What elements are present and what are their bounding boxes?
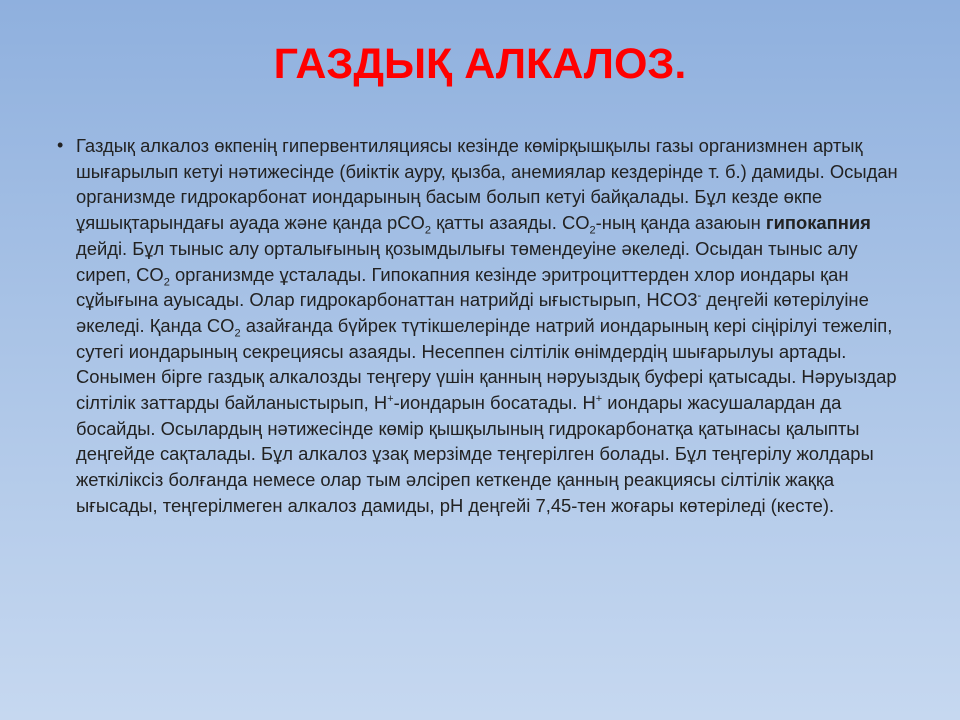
body-text: иондары жасушалардан да босайды. Осылардың нәтижесінде көмір қышқылының гидрокарбонатқа қатынасы қалыпты деңгейде сақталады. Бұл алкалоз ұзақ мерзімде теңгерілген болады. Бұл теңгерілу жолдары жеткіліксіз болғанда немесе олар тым әлсіреп кеткенде қанның реакциясы сілтілік жаққа ығысады, теңгерілмеген алкалоз дамиды, pH деңгейі 7,45-тен жоғары көтеріледі (кесте). [76,392,874,516]
slide-title: ГАЗДЫҚ АЛКАЛОЗ. [273,40,687,88]
body-text: қатты азаяды. CO [430,212,590,234]
subscript-2: 2 [589,224,596,237]
body-paragraph [76,133,906,519]
body-text: деңгейі көтерілуіне әкеледі. Қанда CO [76,289,869,336]
body-text: азайғанда бүйрек түтікшелерінде натрий иондарының кері сіңірілуі тежеліп, сутегі иондарының секрециясы азаяды. Несеппен сілтілік өнімдердің шығарылуы артады. Сонымен бірге газдық алкалозды теңгеру үшін қанның нәруыздық буфері қатысады. Нәруыздар сілтілік заттарды байланыстырып, H [76,314,897,414]
body-text: -ның қанда азаюын [595,212,766,234]
bullet-marker: • [57,135,64,155]
body-text: Газдық алкалоз өкпенің гипервентиляциясы кезінде көмірқышқылы газы организмнен артық шығарылып кетуі нәтижесінде (биіктік ауру, қызба, анемиялар кездерінде т. б.) дамиды. Осыдан организмде гидрокарбонат иондарының басым болып кетуі байқалады. Бұл кезде өкпе ұяшықтарындағы ауада және қанда pCO [76,135,898,234]
body-text: организмде ұсталады. Гипокапния кезінде эритроциттерден хлор иондары қан сұйығына ауысады. Олар гидрокарбонаттан натрийді ығыстырып, HCO [76,263,849,311]
superscript-minus: - [697,290,702,303]
subscript-2: 2 [424,224,431,237]
subscript-2: 2 [234,327,241,340]
term-hypocapnia: гипокапния [765,212,871,234]
body-text: дейді. Бұл тыныс алу орталығының қозымдылығы төмендеуіне әкеледі. Осыдан тыныс алу сиреп, CO [76,237,858,285]
superscript-plus: + [595,392,603,405]
body-text: 3 [687,289,698,311]
subscript-2: 2 [163,276,170,289]
superscript-plus: + [387,392,394,405]
body-text: -иондарын босатады. H [393,392,596,414]
slide-body [57,133,906,519]
